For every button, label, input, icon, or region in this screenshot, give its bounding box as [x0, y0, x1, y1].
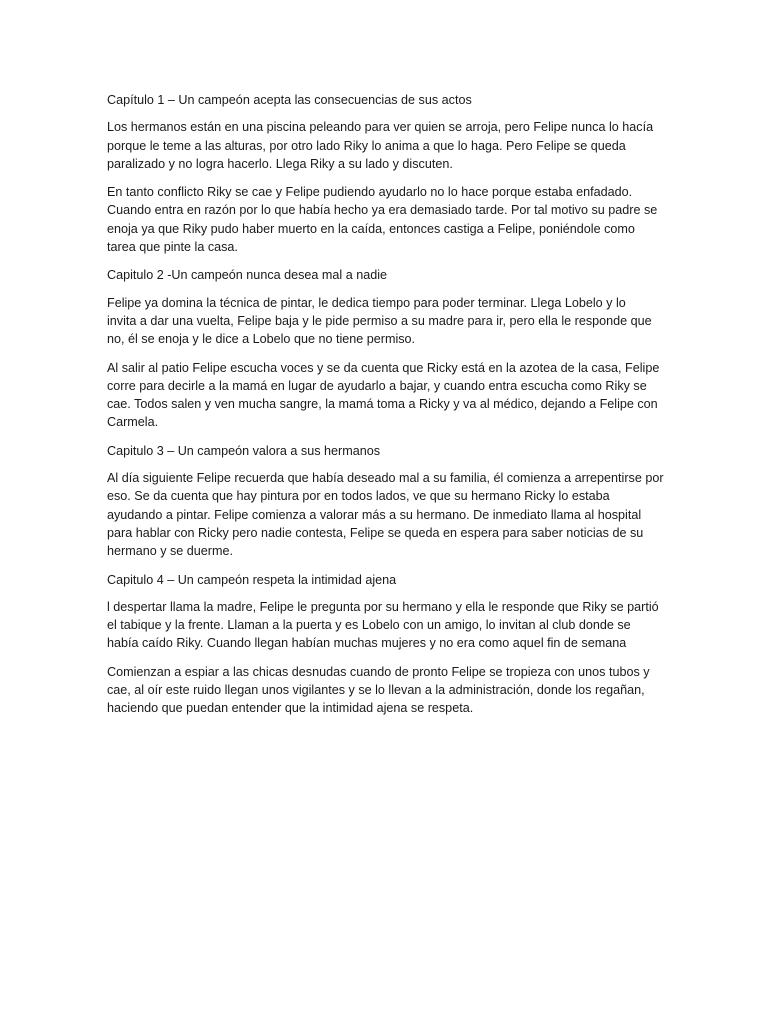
paragraph: [107, 469, 667, 560]
paragraph-line: para hablar con Ricky pero nadie contesta, Felipe se queda en espera para saber noticias de su: [107, 525, 644, 540]
paragraph-line: corre para decirle a la mamá en lugar de ayudarlo a bajar, y cuando entra escucha como Riky se: [107, 378, 647, 393]
paragraph-line: no, él se enoja y le dice a Lobelo que no tiene permiso.: [107, 332, 416, 347]
paragraph-line: invita a dar una vuelta, Felipe baja y le pide permiso a su madre para ir, pero ella le responde que: [107, 313, 652, 328]
paragraph-line: Cuando entra en razón por lo que había hecho ya era demasiado tarde. Por tal motivo su padre se: [107, 203, 658, 218]
paragraph-line: Carmela.: [107, 415, 159, 430]
paragraph-line: Comienzan a espiar a las chicas desnudas cuando de pronto Felipe se tropieza con unos tubos y: [107, 664, 650, 679]
paragraph: [107, 663, 667, 718]
paragraph-line: hermano y se duerme.: [107, 544, 233, 559]
paragraph-line: Al día siguiente Felipe recuerda que había deseado mal a su familia, él comienza a arrepentirse por: [107, 471, 664, 486]
paragraph-line: cae. Todos salen y ven mucha sangre, la mamá toma a Ricky y va al médico, dejando a Felipe con: [107, 397, 658, 412]
chapter-1-heading: Capítulo 1 – Un campeón acepta las consecuencias de sus actos: [107, 93, 472, 107]
chapter-2-heading: Capitulo 2 -Un campeón nunca desea mal a nadie: [107, 268, 388, 283]
paragraph: [107, 294, 667, 349]
paragraph-line: eso. Se da cuenta que hay pintura por en todos lados, ve que su hermano Ricky lo estaba: [107, 489, 610, 504]
paragraph-line: Los hermanos están en una piscina peleando para ver quien se arroja, pero Felipe nunca lo hacía: [107, 120, 654, 135]
paragraph-line: En tanto conflicto Riky se cae y Felipe pudiendo ayudarlo no lo hace porque estaba enfadado.: [107, 185, 633, 200]
paragraph: [107, 598, 667, 653]
paragraph-line: enoja ya que Riky pudo haber muerto en la caída, entonces castiga a Felipe, poniéndole como: [107, 221, 635, 236]
chapter-4-heading: Capitulo 4 – Un campeón respeta la intimidad ajena: [107, 572, 397, 587]
paragraph-line: paralizado y no logra hacerlo. Llega Riky a su lado y discuten.: [107, 156, 453, 171]
paragraph-line: había caído Riky. Cuando llegan habían muchas mujeres y no era como aquel fin de semana: [107, 636, 627, 651]
paragraph-line: el tabique y la frente. Llaman a la puerta y es Lobelo con un amigo, lo invitan al club donde se: [107, 618, 631, 633]
paragraph: [107, 359, 667, 432]
paragraph-line: Al salir al patio Felipe escucha voces y se da cuenta que Ricky está en la azotea de la casa, Felipe: [107, 360, 660, 375]
document-page: [107, 91, 667, 728]
paragraph: [107, 183, 667, 256]
paragraph-line: tarea que pinte la casa.: [107, 240, 238, 255]
chapter-3-heading: Capitulo 3 – Un campeón valora a sus hermanos: [107, 443, 381, 458]
paragraph-line: cae, al oír este ruido llegan unos vigilantes y se lo llevan a la administración, donde los regañan,: [107, 683, 645, 698]
paragraph-line: ayudando a pintar. Felipe comienza a valorar más a su hermano. De inmediato llama al hospital: [107, 507, 642, 522]
paragraph-line: haciendo que puedan entender que la intimidad ajena se respeta.: [107, 701, 474, 716]
paragraph-line: l despertar llama la madre, Felipe le pregunta por su hermano y ella le responde que Riky se partió: [107, 599, 659, 614]
paragraph-line: Felipe ya domina la técnica de pintar, le dedica tiempo para poder terminar. Llega Lobelo y lo: [107, 295, 626, 310]
paragraph-line: porque le teme a las alturas, por otro lado Riky lo anima a que lo haga. Pero Felipe se queda: [107, 138, 626, 153]
paragraph: [107, 118, 667, 173]
